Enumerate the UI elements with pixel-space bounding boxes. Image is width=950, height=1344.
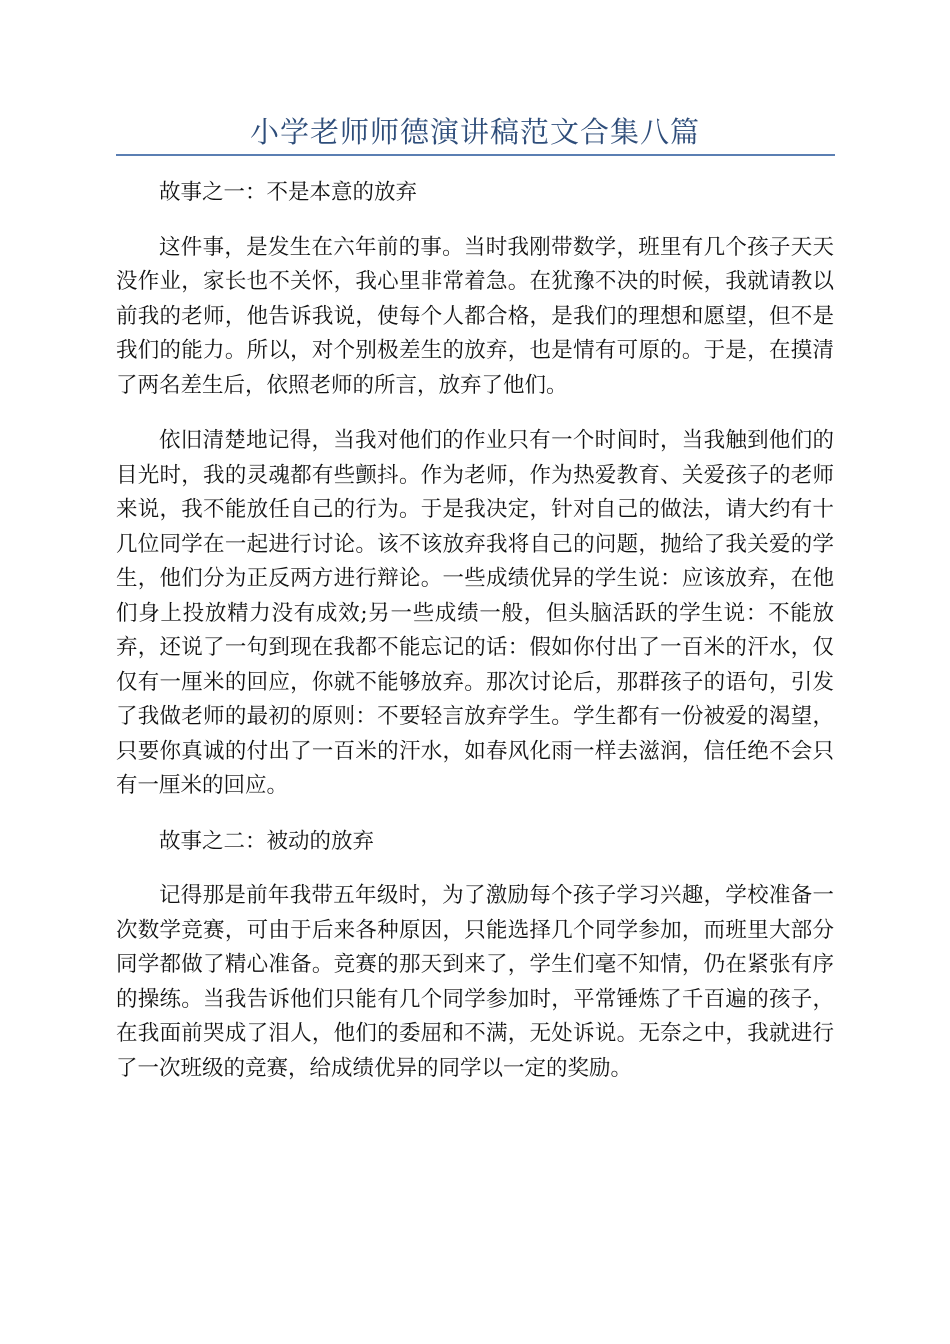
document-body <box>116 176 834 1107</box>
story-two-heading: 故事之二：被动的放弃 <box>159 828 375 854</box>
body-paragraph: 记得那是前年我带五年级时，为了激励每个孩子学习兴趣，学校准备一次数学竞赛，可由于后来各种原因，只能选择几个同学参加，而班里大部分同学都做了精心准备。竞赛的那天到来了，学生们毫不知情，仍在紧张有序的操练。当我告诉他们只能有几个同学参加时，平常锤炼了千百遍的孩子，在我面前哭成了泪人，他们的委屈和不满，无处诉说。无奈之中，我就进行了一次班级的竞赛，给成绩优异的同学以一定的奖励。 <box>116 883 834 1081</box>
title-underline <box>116 154 835 156</box>
page-title: 小学老师师德演讲稿范文合集八篇 <box>249 115 700 149</box>
story-one-heading: 故事之一：不是本意的放弃 <box>159 180 418 205</box>
body-paragraph: 依旧清楚地记得，当我对他们的作业只有一个时间时，当我触到他们的目光时，我的灵魂都有些颤抖。作为老师，作为热爱教育、关爱孩子的老师来说，我不能放任自己的行为。于是我决定，针对自己的做法，请大约有十几位同学在一起进行讨论。该不该放弃我将自己的问题，抛给了我关爱的学生，他们分为正反两方进行辩论。一些成绩优异的学生说：应该放弃，在他们身上投放精力没有成效;另一些成绩一般，但头脑活跃的学生说：不能放弃，还说了一句到现在我都不能忘记的话：假如你付出了一百米的汗水，仅仅有一厘米的回应，你就不能够放弃。那次讨论后，那群孩子的语句，引发了我做老师的最初的原则：不要轻言放弃学生。学生都有一份被爱的渴望，只要你真诚的付出了一百米的汗水，如春风化雨一样去滋润，信任绝不会只有一厘米的回应。 <box>116 428 834 798</box>
body-paragraph: 这件事，是发生在六年前的事。当时我刚带数学，班里有几个孩子天天没作业，家长也不关怀，我心里非常着急。在犹豫不决的时候，我就请教以前我的老师，他告诉我说，使每个人都合格，是我们的理想和愿望，但不是我们的能力。所以，对个别极差生的放弃，也是情有可原的。于是，在摸清了两名差生后，依照老师的所言，放弃了他们。 <box>116 234 834 398</box>
